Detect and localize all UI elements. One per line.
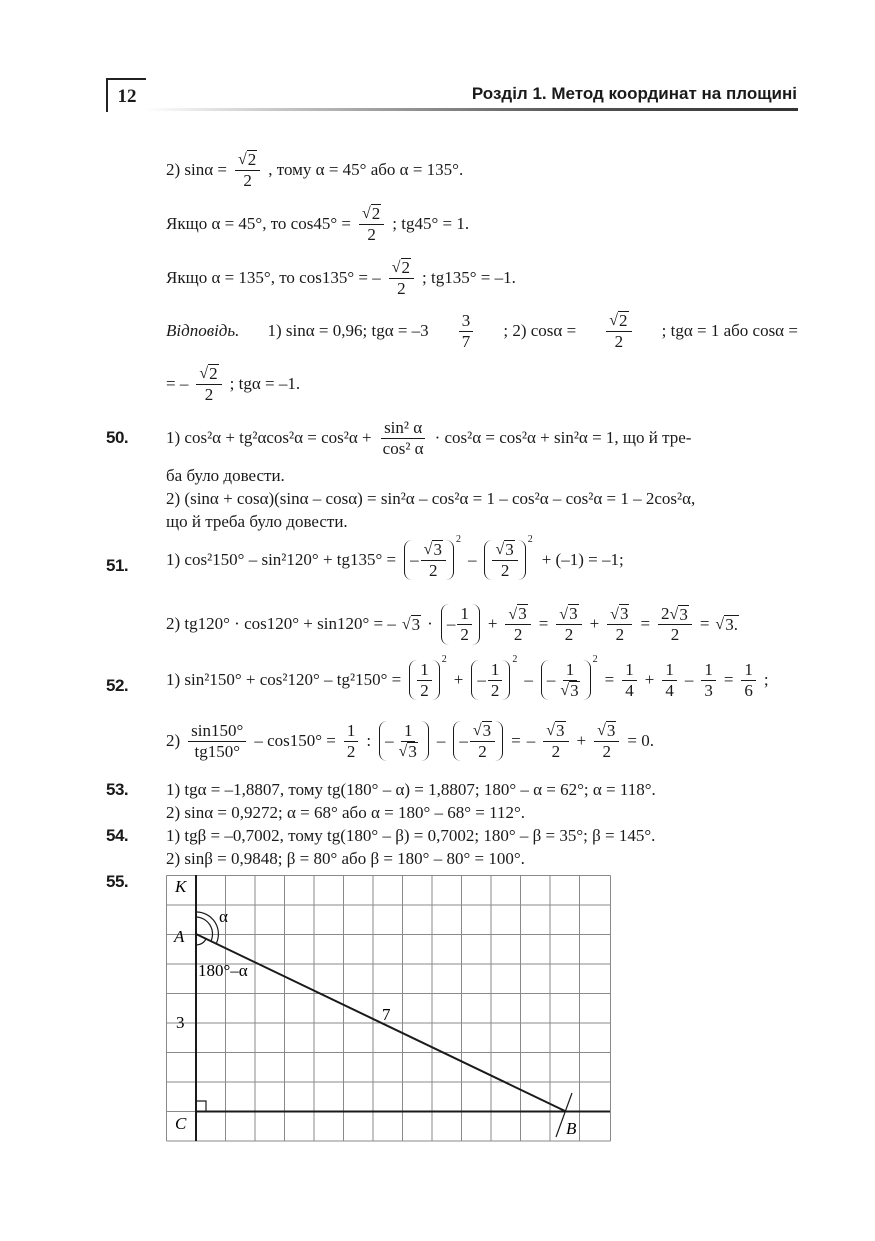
- triangle-grid-figure: [166, 875, 612, 1143]
- p51-line-1: 1) cos²150° – sin²120° + tg135° = – √ 3 2 $^2$ – √ 3 2 $^2$ + (–1) = –1;: [166, 534, 624, 580]
- problem-number-55: 55.: [106, 872, 129, 891]
- parenthesis: $\frac{1}{2}$ $^2$: [409, 660, 440, 700]
- parenthesis: – 1 √ 3 $^2$: [541, 660, 591, 700]
- p52-line-1: 1) sin²150° + cos²120° – tg²150° = $\frac{1}{2}$ $^2$ + – $\frac{1}{2}$ $^2$ – – 1 √ 3 $^2$ = $\frac{1}{4}$ + $\frac{1}{4}$ – $\frac{1}{3}$ = $\frac{1}{6}$ ;: [166, 654, 769, 700]
- parenthesis: – √ 3 2 $^2$: [404, 540, 454, 580]
- parenthesis: – 1 √ 3: [379, 721, 429, 761]
- p53-line-1: 1) tgα = –1,8807, тому tg(180° – α) = 1,8807; 180° – α = 62°; α = 118°.: [166, 780, 656, 799]
- fraction: $\frac{\text{sin² α}}{\text{cos² α}}$: [382, 418, 424, 458]
- fraction: √ 2 2: [196, 364, 221, 404]
- p50-line-2: ба було довести.: [166, 466, 285, 485]
- prev-line-5: = – √ 2 2 ; tgα = –1.: [166, 364, 301, 404]
- p50-line-3: 2) (sinα + cosα)(sinα – cosα) = sin²α – cos²α = 1 – cos²α – cos²α = 1 – 2cos²α,: [166, 489, 696, 508]
- prev-line-2: Якщо α = 45°, то cos45° = √ 2 2 ; tg45° = 1.: [166, 204, 470, 244]
- p51-line-2: 2) tg120° · cos120° + sin120° = – √ 3 · – $\frac{1}{2}$ + √ 3 2 = √ 3 2 + √ 3 2 = 2 √ 3 2 = √ 3.: [166, 604, 738, 645]
- p53-line-2: 2) sinα = 0,9272; α = 68° або α = 180° – 68° = 112°.: [166, 803, 526, 822]
- parenthesis: – √ 3 2: [453, 721, 503, 761]
- answer-label: Відповідь.: [166, 320, 240, 340]
- fraction: $\frac{\sin 150^\circ}{tg150^\circ}$: [188, 721, 246, 761]
- label-seven: 7: [382, 1005, 391, 1024]
- fraction: √ 2 2: [389, 258, 414, 298]
- label-alpha: α: [219, 907, 228, 926]
- problem-number-52: 52.: [106, 676, 129, 695]
- problem-number-54: 54.: [106, 826, 129, 845]
- header-rule: [144, 108, 798, 111]
- parenthesis: √ 3 2 $^2$: [484, 540, 525, 580]
- problem-number-50: 50.: [106, 428, 129, 447]
- prev-line-1: 2) sinα = √ 2 2 , тому α = 45° або α = 135°.: [166, 150, 464, 190]
- label-k: K: [175, 877, 187, 896]
- fraction: √ 2 2: [359, 204, 384, 244]
- prev-line-3: Якщо α = 135°, то cos135° = – √ 2 2 ; tg135° = –1.: [166, 258, 516, 298]
- page-number: 12: [106, 78, 146, 112]
- label-supplement-angle: 180°–α: [198, 961, 248, 980]
- fraction: $\frac{3}{7}$: [459, 311, 474, 351]
- parenthesis: – $\frac{1}{2}$: [441, 604, 480, 644]
- answer-line: Відповідь. 1) sinα = 0,96; tgα = –3 $\frac{3}{7}$ ; 2) cosα = √ 2 2 ; tgα = 1 або cosα =: [166, 311, 798, 351]
- p54-line-2: 2) sinβ = 0,9848; β = 80° або β = 180° – 80° = 100°.: [166, 849, 525, 868]
- section-title: Розділ 1. Метод координат на площині: [471, 84, 797, 103]
- label-c: C: [175, 1114, 187, 1133]
- p52-line-2: 2) $\frac{\sin 150^\circ}{tg150^\circ}$ – cos150° = $\frac{1}{2}$ : – 1 √ 3 – – √ 3 2 = – √ 3 2 + √ 3 2 = 0.: [166, 721, 654, 761]
- problem-number-51: 51.: [106, 556, 129, 575]
- label-three: 3: [176, 1013, 185, 1032]
- label-b: B: [566, 1119, 577, 1138]
- p50-line-4: що й треба було довести.: [166, 512, 348, 531]
- p54-line-1: 1) tgβ = –0,7002, тому tg(180° – β) = 0,7002; 180° – β = 35°; β = 145°.: [166, 826, 656, 845]
- problem-number-53: 53.: [106, 780, 129, 799]
- right-angle-marker: [196, 1101, 206, 1112]
- angle-arc-supplement: [196, 939, 206, 945]
- p50-line-1: 1) cos²α + tg²αcos²α = cos²α + $\frac{\text{sin² α}}{\text{cos² α}}$ · cos²α = cos²α + sin²α = 1, що й тре-: [166, 418, 692, 458]
- parenthesis: – $\frac{1}{2}$ $^2$: [471, 660, 510, 700]
- label-a: A: [174, 927, 185, 946]
- fraction: √ 2 2: [606, 311, 631, 351]
- fraction: √ 2 2: [235, 150, 260, 190]
